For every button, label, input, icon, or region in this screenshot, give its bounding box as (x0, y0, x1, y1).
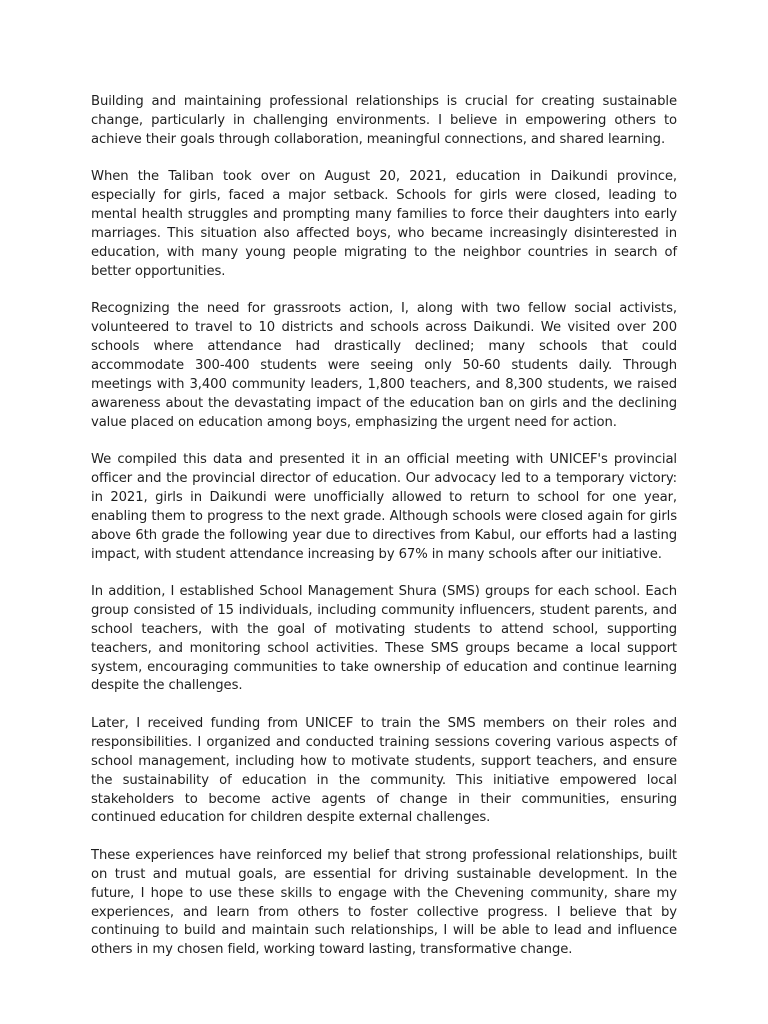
paragraph-unicef-training: Later, I received funding from UNICEF to train the SMS members on their roles and responsibilities. I organized and conducted training sessions covering various aspects of school management, including how to motivate students, support teachers, and ensure the sustainability of education in the community. This initiative empowered local stakeholders to become active agents of change in their communities, ensuring continued education for children despite external challenges. (91, 715, 677, 826)
paragraph-intro: Building and maintaining professional relationships is crucial for creating sustainable change, particularly in challenging environments. I believe in empowering others to achieve their goals through collaboration, meaningful connections, and shared learning. (91, 94, 677, 147)
paragraph-advocacy: We compiled this data and presented it in an official meeting with UNICEF's provincial officer and the provincial director of education. Our advocacy led to a temporary victory: in 2021, girls in Daikundi were unofficially allowed to return to school for one year, enabling them to progress to the next grade. Although schools were closed again for girls above 6th grade the following year due to directives from Kabul, our efforts had a lasting impact, with student attendance increasing by 67% in many schools after our initiative. (91, 452, 677, 562)
paragraph-taliban-takeover: When the Taliban took over on August 20, 2021, education in Daikundi province, especially for girls, faced a major setback. Schools for girls were closed, leading to mental health struggles and prompting many families to force their daughters into early marriages. This situation also affected boys, who became increasingly disinterested in education, with many young people migrating to the neighbor countries in search of better opportunities. (91, 169, 677, 279)
paragraph-sms-groups: In addition, I established School Management Shura (SMS) groups for each school. Each group consisted of 15 individuals, including community influencers, student parents, and school teachers, with the goal of motivating students to attend school, supporting teachers, and monitoring school activities. These SMS groups became a local support system, encouraging communities to take ownership of education and continue learning despite the challenges. (91, 583, 677, 694)
paragraph-conclusion: These experiences have reinforced my belief that strong professional relationships, built on trust and mutual goals, are essential for driving sustainable development. In the future, I hope to use these skills to engage with the Chevening community, share my experiences, and learn from others to foster collective progress. I believe that by continuing to build and maintain such relationships, I will be able to lead and influence others in my chosen field, working toward lasting, transformative change. (91, 847, 677, 958)
paragraph-grassroots-action: Recognizing the need for grassroots action, I, along with two fellow social activists, volunteered to travel to 10 districts and schools across Daikundi. We visited over 200 schools where attendance had drastically declined; many schools that could accommodate 300-400 students were seeing only 50-60 students daily. Through meetings with 3,400 community leaders, 1,800 teachers, and 8,300 students, we raised awareness about the devastating impact of the education ban on girls and the declining value placed on education among boys, emphasizing the urgent need for action. (91, 301, 677, 430)
